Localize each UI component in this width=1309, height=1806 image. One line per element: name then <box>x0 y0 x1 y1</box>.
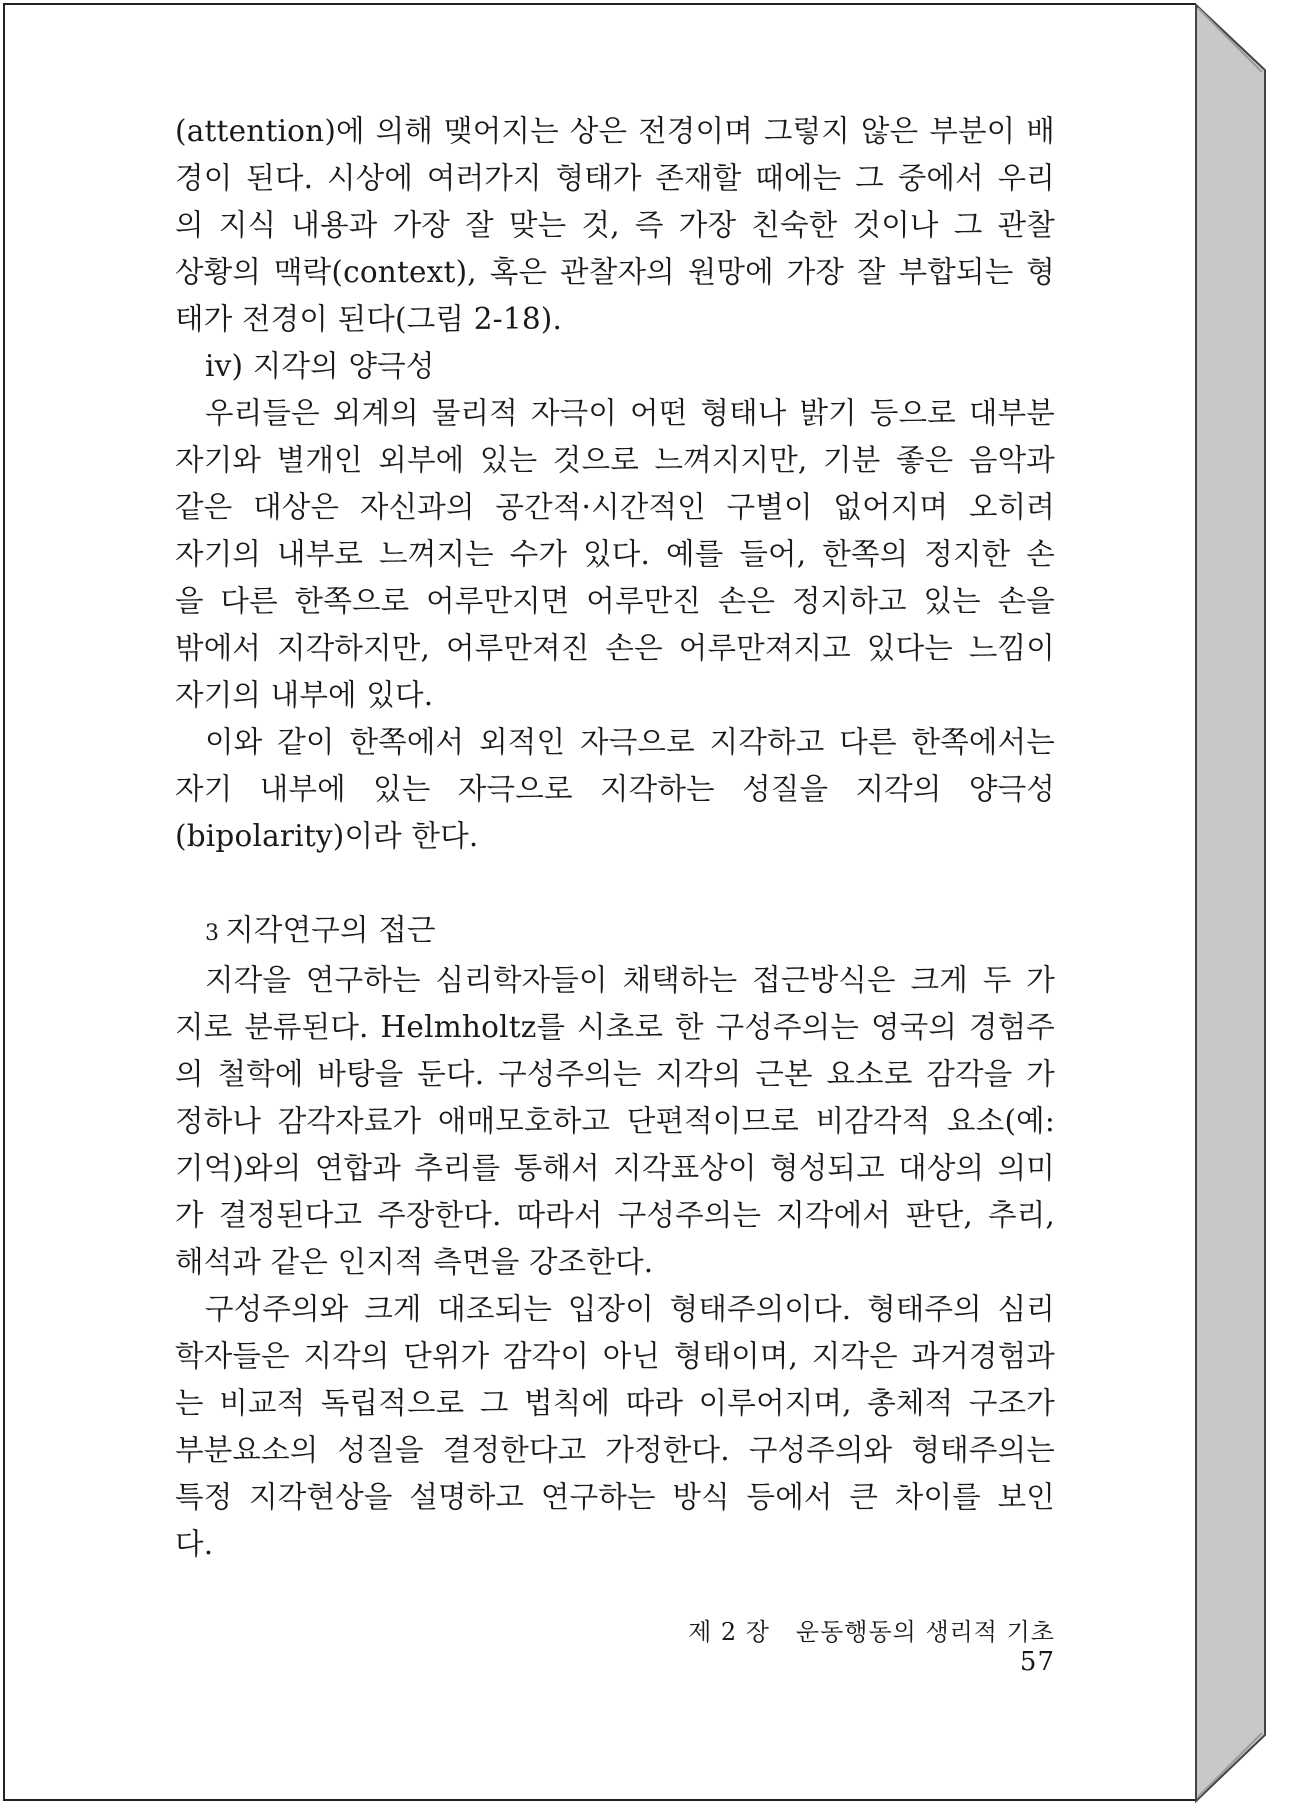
text-line: 특정 지각현상을 설명하고 연구하는 방식 등에서 큰 차이를 보인 <box>175 1480 1055 1514</box>
text-line: 다. <box>175 1527 214 1561</box>
paragraph-approaches <box>175 957 1055 1286</box>
section-number: 3 <box>205 921 220 946</box>
text-line: 기억)와의 연합과 추리를 통해서 지각표상이 형성되고 대상의 의미 <box>175 1151 1055 1185</box>
text-line: 우리들은 외계의 물리적 자극이 어떤 형태나 밝기 등으로 대부분 <box>205 396 1055 430</box>
paragraph-bipolarity-1 <box>175 390 1055 719</box>
text-line: 해석과 같은 인지적 측면을 강조한다. <box>175 1245 654 1279</box>
text-line: 상황의 맥락(context), 혹은 관찰자의 원망에 가장 잘 부합되는 형 <box>175 255 1055 289</box>
text-line: 자기의 내부로 느껴지는 수가 있다. 예를 들어, 한쪽의 정지한 손 <box>175 537 1055 571</box>
text-line: 자기와 별개인 외부에 있는 것으로 느껴지지만, 기분 좋은 음악과 <box>175 443 1055 477</box>
paragraph-bipolarity-2 <box>175 719 1055 860</box>
chapter-title: 운동행동의 생리적 기초 <box>795 1618 1055 1646</box>
text-line: 경이 된다. 시상에 여러가지 형태가 존재할 때에는 그 중에서 우리 <box>175 161 1055 195</box>
text-line: 는 비교적 독립적으로 그 법칙에 따라 이루어지며, 총체적 구조가 <box>175 1386 1055 1420</box>
chapter-label: 제 2 장 <box>688 1618 770 1646</box>
running-footer <box>650 1612 1055 1677</box>
text-line: 자기의 내부에 있다. <box>175 678 434 712</box>
text-line: 부분요소의 성질을 결정한다고 가정한다. 구성주의와 형태주의는 <box>175 1433 1055 1467</box>
text-line: 을 다른 한쪽으로 어루만지면 어루만진 손은 정지하고 있는 손을 <box>175 584 1055 618</box>
text-line: (bipolarity)이라 한다. <box>175 819 479 853</box>
text-line: 이와 같이 한쪽에서 외적인 자극으로 지각하고 다른 한쪽에서는 <box>205 725 1055 759</box>
subheading-bipolarity: iv) 지각의 양극성 <box>205 349 435 383</box>
text-line: 지각을 연구하는 심리학자들이 채택하는 접근방식은 크게 두 가 <box>205 963 1055 997</box>
text-line: 태가 전경이 된다(그림 2-18). <box>175 302 563 336</box>
section-heading <box>175 907 1055 957</box>
text-line: 자기 내부에 있는 자극으로 지각하는 성질을 지각의 양극성 <box>175 772 1055 806</box>
text-line: 정하나 감각자료가 애매모호하고 단편적이므로 비감각적 요소(예: <box>175 1104 1055 1138</box>
text-line: 지로 분류된다. Helmholtz를 시초로 한 구성주의는 영국의 경험주 <box>175 1010 1055 1044</box>
page-number: 57 <box>1019 1647 1055 1677</box>
text-line: 밖에서 지각하지만, 어루만져진 손은 어루만져지고 있다는 느낌이 <box>175 631 1055 665</box>
paragraph-figure-ground <box>175 108 1055 343</box>
paragraph-gestalt <box>175 1286 1055 1568</box>
text-line: 같은 대상은 자신과의 공간적·시간적인 구별이 없어지며 오히려 <box>175 490 1055 524</box>
text-line: (attention)에 의해 맺어지는 상은 전경이며 그렇지 않은 부분이 배 <box>175 114 1055 148</box>
text-line: 학자들은 지각의 단위가 감각이 아닌 형태이며, 지각은 과거경험과 <box>175 1339 1055 1373</box>
text-line: 가 결정된다고 주장한다. 따라서 구성주의는 지각에서 판단, 추리, <box>175 1198 1055 1232</box>
section-title: 지각연구의 접근 <box>225 913 436 947</box>
text-line: 구성주의와 크게 대조되는 입장이 형태주의이다. 형태주의 심리 <box>205 1292 1055 1326</box>
text-line: 의 철학에 바탕을 둔다. 구성주의는 지각의 근본 요소로 감각을 가 <box>175 1057 1055 1091</box>
page-body <box>175 108 1055 1568</box>
text-line: 의 지식 내용과 가장 잘 맞는 것, 즉 가장 친숙한 것이나 그 관찰 <box>175 208 1055 242</box>
